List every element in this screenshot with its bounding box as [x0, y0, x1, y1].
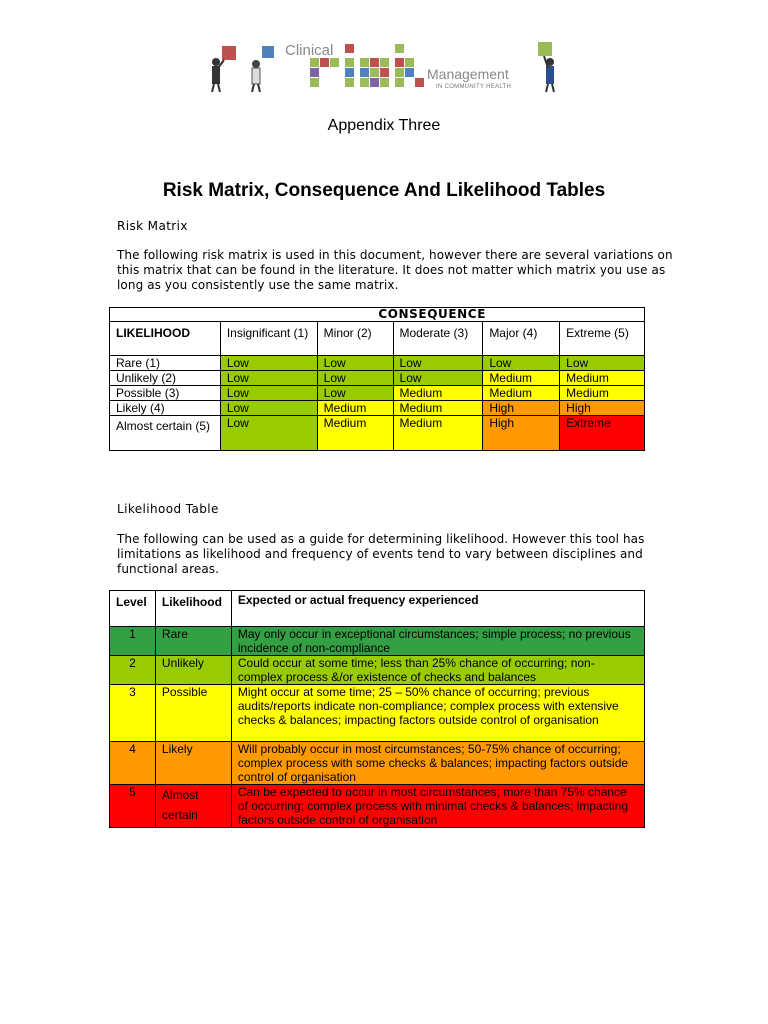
likelihood-header: LIKELIHOOD — [110, 322, 221, 356]
logo-figure-body — [252, 68, 260, 84]
likelihood-cell: Likely — [155, 742, 231, 785]
description-cell: Might occur at some time; 25 – 50% chance of occurring; previous audits/reports indicate non-compliance; complex process with extensive checks & balances; impacting factors outside control of organisation — [231, 685, 644, 742]
row-label: Rare (1) — [110, 356, 221, 371]
level-cell: 2 — [110, 656, 156, 685]
risk-matrix-heading: Risk Matrix — [117, 219, 188, 233]
risk-cell: High — [483, 416, 560, 451]
logo-figure-leg — [212, 84, 214, 92]
clinical-risk-logo — [200, 38, 570, 96]
risk-cell: Low — [317, 356, 393, 371]
table-row — [110, 308, 645, 322]
logo-figure-body — [212, 66, 220, 84]
description-cell: Will probably occur in most circumstances; 50-75% chance of occurring; complex process with some checks & balances; impacting factors outside control of organisation — [231, 742, 644, 785]
logo-figure-head — [212, 58, 220, 66]
risk-cell: Medium — [560, 386, 645, 401]
risk-cell: Extreme — [560, 416, 645, 451]
appendix-title: Appendix Three — [327, 117, 441, 134]
logo-box-green — [538, 42, 552, 56]
description-cell: Could occur at some time; less than 25% chance of occurring; non-complex process &/or existence of checks and balances — [231, 656, 644, 685]
table-row — [110, 371, 645, 386]
level-header: Level — [110, 591, 156, 627]
risk-cell: Medium — [560, 371, 645, 386]
table-row — [110, 356, 645, 371]
row-label: Likely (4) — [110, 401, 221, 416]
risk-cell: High — [483, 401, 560, 416]
logo-figure-leg — [218, 84, 220, 92]
frequency-header: Expected or actual frequency experienced — [231, 591, 644, 627]
risk-matrix-table — [109, 307, 645, 451]
risk-cell: Medium — [483, 371, 560, 386]
table-row — [110, 685, 645, 742]
likelihood-cell: Possible — [155, 685, 231, 742]
description-cell: Can be expected to occur in most circumstances; more than 75% chance of occurring; complex process with minimal checks & balances; impacting factors outside control of organisation — [231, 785, 644, 828]
description-cell: May only occur in exceptional circumstances; simple process; no previous incidence of non-compliance — [231, 627, 644, 656]
logo-figure-head — [252, 60, 260, 68]
logo-figure-body — [546, 66, 554, 84]
risk-cell: Low — [317, 386, 393, 401]
risk-cell: Medium — [393, 386, 483, 401]
risk-cell: Medium — [317, 401, 393, 416]
logo-word-clinical: Clinical — [285, 42, 334, 59]
risk-cell: Medium — [393, 401, 483, 416]
level-cell: 1 — [110, 627, 156, 656]
table-row — [110, 627, 645, 656]
risk-cell: High — [560, 401, 645, 416]
risk-cell: Low — [393, 371, 483, 386]
likelihood-table-heading: Likelihood Table — [117, 502, 219, 516]
column-header: Insignificant (1) — [220, 322, 317, 356]
column-header: Extreme (5) — [560, 322, 645, 356]
level-cell: 4 — [110, 742, 156, 785]
risk-cell: Low — [220, 371, 317, 386]
risk-matrix-paragraph: The following risk matrix is used in this document, however there are several variations on this matrix that can be found in the literature. It does not matter which matrix you use as long as you consistently use the same matrix. — [117, 248, 673, 292]
column-header: Major (4) — [483, 322, 560, 356]
risk-cell: Low — [220, 416, 317, 451]
risk-cell: Low — [220, 386, 317, 401]
risk-cell: Low — [220, 356, 317, 371]
risk-cell: Low — [393, 356, 483, 371]
table-row — [110, 742, 645, 785]
risk-cell: Medium — [483, 386, 560, 401]
logo-word-community: IN COMMUNITY HEALTH — [436, 84, 512, 90]
risk-cell: Low — [317, 371, 393, 386]
consequence-header: CONSEQUENCE — [220, 308, 644, 322]
risk-cell: Medium — [317, 416, 393, 451]
risk-cell: Low — [220, 401, 317, 416]
column-header: Moderate (3) — [393, 322, 483, 356]
level-cell: 5 — [110, 785, 156, 828]
likelihood-cell: Rare — [155, 627, 231, 656]
logo-box-blue — [262, 46, 274, 58]
level-cell: 3 — [110, 685, 156, 742]
table-row — [110, 401, 645, 416]
table-row — [110, 322, 645, 356]
logo-figure-leg — [552, 84, 554, 92]
table-row — [110, 386, 645, 401]
table-row — [110, 785, 645, 828]
row-label: Possible (3) — [110, 386, 221, 401]
table-row — [110, 656, 645, 685]
risk-cell: Medium — [393, 416, 483, 451]
likelihood-cell: Almost certain — [155, 785, 231, 828]
row-label: Almost certain (5) — [110, 416, 221, 451]
risk-cell: Low — [560, 356, 645, 371]
risk-cell: Low — [483, 356, 560, 371]
logo-figure-leg — [252, 84, 254, 92]
logo-figure-leg — [258, 84, 260, 92]
likelihood-table — [109, 590, 645, 828]
table-row — [110, 416, 645, 451]
likelihood-header: Likelihood — [155, 591, 231, 627]
logo-graphic — [200, 38, 570, 96]
row-label: Unlikely (2) — [110, 371, 221, 386]
logo-word-management: Management — [427, 66, 509, 82]
likelihood-table-paragraph: The following can be used as a guide for determining likelihood. However this tool has limitations as likelihood and frequency of events tend to vary between disciplines and functional areas. — [117, 532, 645, 576]
page-title: Risk Matrix, Consequence And Likelihood Tables — [162, 180, 606, 201]
column-header: Minor (2) — [317, 322, 393, 356]
logo-box-red — [222, 46, 236, 60]
logo-figure-leg — [546, 84, 548, 92]
table-row — [110, 591, 645, 627]
likelihood-cell: Unlikely — [155, 656, 231, 685]
